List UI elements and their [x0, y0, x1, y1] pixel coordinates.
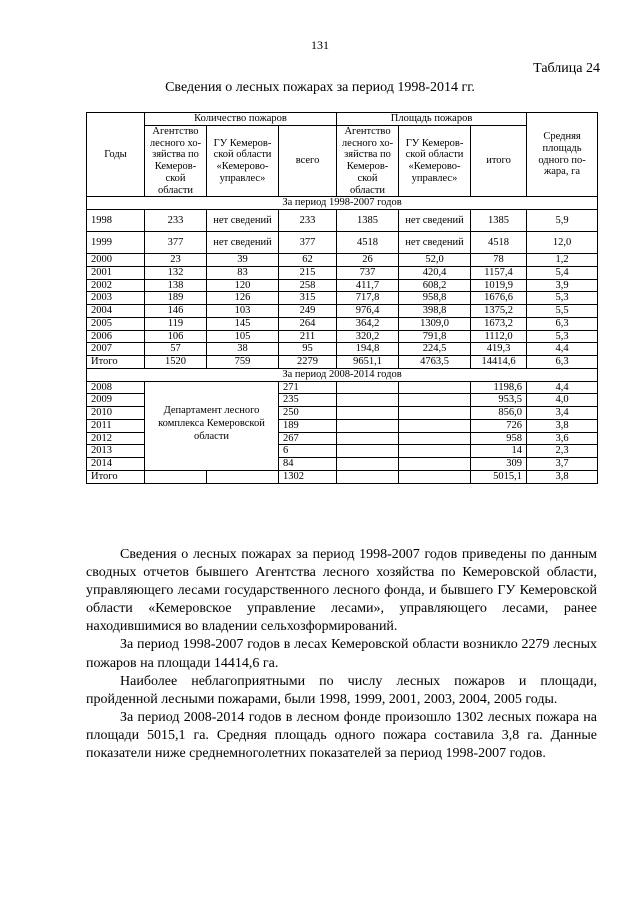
total-count-cell: 189	[279, 419, 337, 432]
total-count-cell: 233	[279, 210, 337, 232]
total-area-cell: 958	[471, 432, 527, 445]
agency-count-cell: 377	[145, 232, 207, 254]
agency-area-cell: 320,2	[337, 330, 399, 343]
agency-area-cell: 4518	[337, 232, 399, 254]
year-cell: 2006	[87, 330, 145, 343]
gu-count-cell: нет сведений	[207, 210, 279, 232]
header-fire-area: Площадь пожаров	[337, 113, 527, 126]
empty-cell	[337, 381, 399, 394]
total-count-cell: 315	[279, 292, 337, 305]
table-row	[87, 210, 598, 232]
empty-cell	[145, 470, 207, 483]
agency-count-cell: 146	[145, 305, 207, 318]
total-count-cell: 377	[279, 232, 337, 254]
gu-area-cell: 420,4	[399, 266, 471, 279]
period-row	[87, 197, 598, 210]
year-cell: 2003	[87, 292, 145, 305]
agency-area-cell: 194,8	[337, 343, 399, 356]
header-years: Годы	[87, 113, 145, 197]
year-cell: 1999	[87, 232, 145, 254]
gu-count-cell: нет сведений	[207, 232, 279, 254]
year-cell: 1998	[87, 210, 145, 232]
avg-area-cell: 4,4	[527, 381, 598, 394]
avg-area-cell: 5,9	[527, 210, 598, 232]
avg-area-cell: 3,8	[527, 419, 598, 432]
paragraph: За период 2008-2014 годов в лесном фонде произошло 1302 лесных пожара на площади 5015,1 га. Средняя площадь одного пожара составила 3,8 га. Данные показатели ниже среднемноголетних показателей за период 1998-2007 годов.	[86, 709, 597, 762]
year-cell: 2012	[87, 432, 145, 445]
total-count-cell: 84	[279, 458, 337, 471]
table-row	[87, 330, 598, 343]
total-area-cell: 1019,9	[471, 279, 527, 292]
year-cell: 2002	[87, 279, 145, 292]
gu-count-cell: 120	[207, 279, 279, 292]
header-total-count: всего	[279, 125, 337, 197]
year-cell: 2010	[87, 407, 145, 420]
total-count-cell: 62	[279, 254, 337, 267]
paragraph: Наиболее неблагоприятными по числу лесных пожаров и площади, пройденной лесными пожарами, были 1998, 1999, 2001, 2003, 2004, 2005 годы.	[86, 673, 597, 707]
gu-area-cell: 608,2	[399, 279, 471, 292]
avg-area-cell: 6,3	[527, 317, 598, 330]
avg-area-cell: 5,4	[527, 266, 598, 279]
year-cell: 2014	[87, 458, 145, 471]
agency-count-cell: 189	[145, 292, 207, 305]
avg-area-cell: 3,6	[527, 432, 598, 445]
table-row	[87, 292, 598, 305]
total-area-cell: 309	[471, 458, 527, 471]
agency-area-cell: 9651,1	[337, 356, 399, 369]
agency-area-cell: 411,7	[337, 279, 399, 292]
table-row	[87, 232, 598, 254]
agency-count-cell: 57	[145, 343, 207, 356]
table-row	[87, 254, 598, 267]
table-row	[87, 305, 598, 318]
agency-area-cell: 26	[337, 254, 399, 267]
agency-count-cell: 233	[145, 210, 207, 232]
agency-area-cell: 364,2	[337, 317, 399, 330]
table-row	[87, 343, 598, 356]
total-count-cell: 95	[279, 343, 337, 356]
total-count-cell: 211	[279, 330, 337, 343]
total-area-cell: 1375,2	[471, 305, 527, 318]
total-count-cell: 1302	[279, 470, 337, 483]
gu-area-cell: 52,0	[399, 254, 471, 267]
avg-area-cell: 4,0	[527, 394, 598, 407]
total-area-cell: 1673,2	[471, 317, 527, 330]
gu-area-cell: нет сведений	[399, 210, 471, 232]
department-cell: Департамент лесного комплекса Кемеровской области	[145, 381, 279, 470]
table-row-total	[87, 470, 598, 483]
table-row	[87, 381, 598, 394]
total-area-cell: 726	[471, 419, 527, 432]
empty-cell	[399, 381, 471, 394]
total-area-cell: 14	[471, 445, 527, 458]
year-cell: Итого	[87, 470, 145, 483]
year-cell: 2004	[87, 305, 145, 318]
period-label: За период 1998-2007 годов	[87, 197, 598, 210]
year-cell: 2001	[87, 266, 145, 279]
empty-cell	[207, 470, 279, 483]
gu-count-cell: 145	[207, 317, 279, 330]
total-area-cell: 1676,6	[471, 292, 527, 305]
total-count-cell: 249	[279, 305, 337, 318]
agency-count-cell: 119	[145, 317, 207, 330]
year-cell: 2008	[87, 381, 145, 394]
total-area-cell: 78	[471, 254, 527, 267]
empty-cell	[399, 458, 471, 471]
avg-area-cell: 3,9	[527, 279, 598, 292]
empty-cell	[337, 407, 399, 420]
gu-area-cell: 791,8	[399, 330, 471, 343]
empty-cell	[399, 419, 471, 432]
total-count-cell: 2279	[279, 356, 337, 369]
year-cell: 2005	[87, 317, 145, 330]
agency-area-cell: 1385	[337, 210, 399, 232]
table-row	[87, 317, 598, 330]
avg-area-cell: 5,3	[527, 330, 598, 343]
gu-count-cell: 39	[207, 254, 279, 267]
total-area-cell: 4518	[471, 232, 527, 254]
avg-area-cell: 3,8	[527, 470, 598, 483]
gu-count-cell: 759	[207, 356, 279, 369]
total-count-cell: 271	[279, 381, 337, 394]
body-text	[86, 546, 597, 763]
avg-area-cell: 5,3	[527, 292, 598, 305]
avg-area-cell: 3,4	[527, 407, 598, 420]
table-row	[87, 356, 598, 369]
year-cell: 2013	[87, 445, 145, 458]
period-label: За период 2008-2014 годов	[87, 368, 598, 381]
gu-area-cell: 398,8	[399, 305, 471, 318]
table-label: Таблица 24	[533, 61, 600, 76]
gu-area-cell: 958,8	[399, 292, 471, 305]
empty-cell	[399, 445, 471, 458]
gu-count-cell: 103	[207, 305, 279, 318]
agency-count-cell: 1520	[145, 356, 207, 369]
agency-count-cell: 106	[145, 330, 207, 343]
header-agency-count: Агентство лесного хо-зяйства по Кемеров-ской области	[145, 125, 207, 197]
total-area-cell: 14414,6	[471, 356, 527, 369]
avg-area-cell: 1,2	[527, 254, 598, 267]
header-agency-area: Агентство лесного хо-зяйства по Кемеров-ской области	[337, 125, 399, 197]
empty-cell	[399, 394, 471, 407]
gu-area-cell: 1309,0	[399, 317, 471, 330]
avg-area-cell: 4,4	[527, 343, 598, 356]
agency-count-cell: 132	[145, 266, 207, 279]
year-cell: 2000	[87, 254, 145, 267]
table-row	[87, 279, 598, 292]
year-cell: 2009	[87, 394, 145, 407]
header-fire-count: Количество пожаров	[145, 113, 337, 126]
gu-count-cell: 105	[207, 330, 279, 343]
empty-cell	[399, 470, 471, 483]
gu-area-cell: 224,5	[399, 343, 471, 356]
avg-area-cell: 2,3	[527, 445, 598, 458]
gu-count-cell: 83	[207, 266, 279, 279]
total-count-cell: 235	[279, 394, 337, 407]
table-row	[87, 266, 598, 279]
total-area-cell: 856,0	[471, 407, 527, 420]
avg-area-cell: 12,0	[527, 232, 598, 254]
page-number: 131	[311, 38, 329, 52]
table-title: Сведения о лесных пожарах за период 1998-2014 гг.	[165, 80, 475, 95]
total-count-cell: 267	[279, 432, 337, 445]
agency-count-cell: 23	[145, 254, 207, 267]
period-row	[87, 368, 598, 381]
header-gu-area: ГУ Кемеров-ской области «Кемерово-управлес»	[399, 125, 471, 197]
total-count-cell: 250	[279, 407, 337, 420]
total-area-cell: 1385	[471, 210, 527, 232]
empty-cell	[399, 407, 471, 420]
gu-count-cell: 38	[207, 343, 279, 356]
agency-count-cell: 138	[145, 279, 207, 292]
year-cell: 2007	[87, 343, 145, 356]
header-gu-count: ГУ Кемеров-ской области «Кемерово-управлес»	[207, 125, 279, 197]
total-area-cell: 5015,1	[471, 470, 527, 483]
avg-area-cell: 5,5	[527, 305, 598, 318]
paragraph: Сведения о лесных пожарах за период 1998-2007 годов приведены по данным сводных отчетов бывшего Агентства лесного хозяйства по Кемеровской области, управляющего лесами государственного лесного фонда, и бывшего ГУ Кемеровской области «Кемеровское управление лесами», управляющего лесами, ранее находившимися во владении сельхозформирований.	[86, 547, 597, 635]
agency-area-cell: 976,4	[337, 305, 399, 318]
total-count-cell: 264	[279, 317, 337, 330]
empty-cell	[399, 432, 471, 445]
empty-cell	[337, 394, 399, 407]
header-avg-area: Средняя площадь одного по-жара, га	[527, 113, 598, 197]
empty-cell	[337, 432, 399, 445]
table-body	[87, 197, 598, 483]
year-cell: Итого	[87, 356, 145, 369]
empty-cell	[337, 470, 399, 483]
header-total-area: итого	[471, 125, 527, 197]
fires-table	[86, 112, 598, 484]
avg-area-cell: 3,7	[527, 458, 598, 471]
avg-area-cell: 6,3	[527, 356, 598, 369]
gu-count-cell: 126	[207, 292, 279, 305]
empty-cell	[337, 458, 399, 471]
total-area-cell: 953,5	[471, 394, 527, 407]
total-area-cell: 1157,4	[471, 266, 527, 279]
total-area-cell: 1198,6	[471, 381, 527, 394]
empty-cell	[337, 419, 399, 432]
gu-area-cell: нет сведений	[399, 232, 471, 254]
total-count-cell: 215	[279, 266, 337, 279]
total-area-cell: 1112,0	[471, 330, 527, 343]
total-area-cell: 419,3	[471, 343, 527, 356]
total-count-cell: 258	[279, 279, 337, 292]
total-count-cell: 6	[279, 445, 337, 458]
agency-area-cell: 737	[337, 266, 399, 279]
agency-area-cell: 717,8	[337, 292, 399, 305]
gu-area-cell: 4763,5	[399, 356, 471, 369]
year-cell: 2011	[87, 419, 145, 432]
paragraph: За период 1998-2007 годов в лесах Кемеровской области возникло 2279 лесных пожаров на площади 14414,6 га.	[86, 637, 597, 671]
empty-cell	[337, 445, 399, 458]
